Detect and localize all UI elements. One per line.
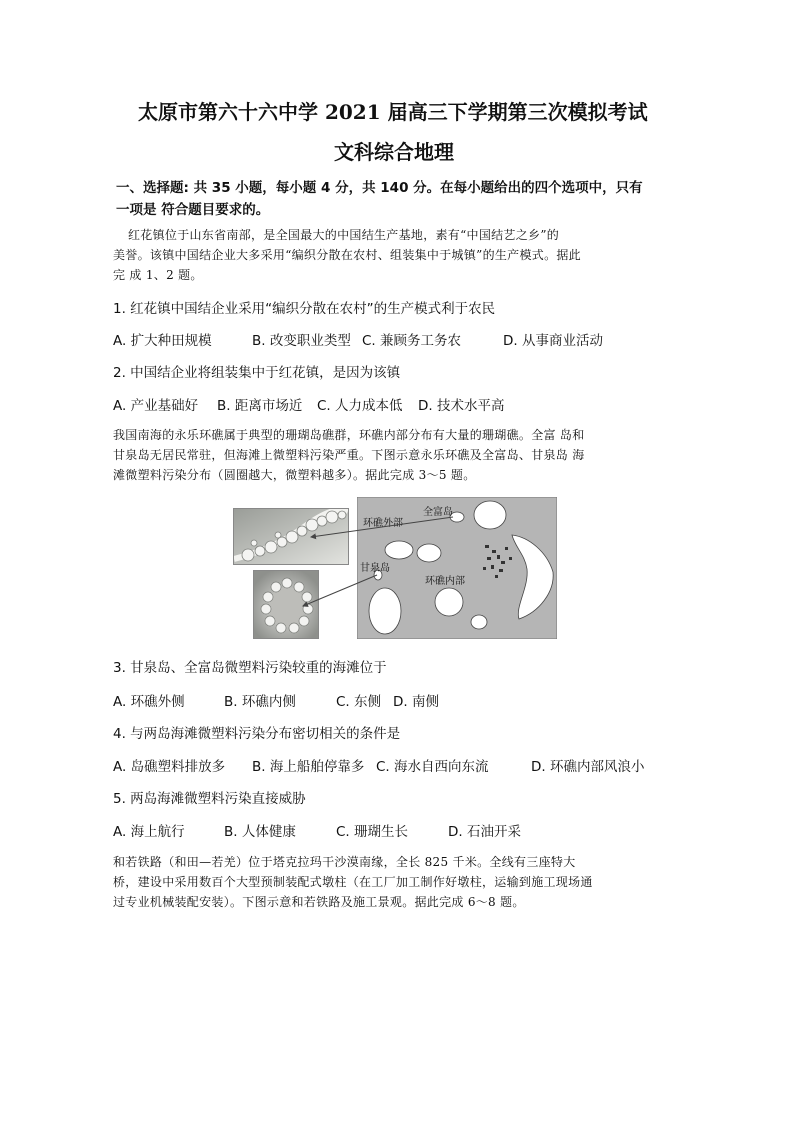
section-header-line1: 一、选择题: 共 35 小题，每小题 4 分，共 140 分。在每小题给出的四个选项中，只有 [116,180,643,196]
question-4-option-d: D. 环礁内部风浪小 [531,759,645,775]
map-label-inner-reef: 环礁内部 [425,576,465,587]
question-4-option-a: A. 岛礁塑料排放多 [113,759,226,775]
question-3-option-d: D. 南侧 [393,694,439,710]
question-3-option-c: C. 东侧 [336,694,382,710]
question-5-option-b: B. 人体健康 [224,824,296,840]
question-3-option-a: A. 环礁外侧 [113,694,185,710]
passage1-line1: 红花镇位于山东省南部，是全国最大的中国结生产基地，素有“中国结艺之乡”的 [128,228,560,242]
passage2-line3: 滩微塑料污染分布（圆圈越大，微塑料越多）。据此完成 3～5 题。 [113,468,476,482]
section-header-line2: 一项是 符合题目要求的。 [116,202,270,218]
question-4-stem: 4. 与两岛海滩微塑料污染分布密切相关的条件是 [113,726,401,742]
question-2-option-d: D. 技术水平高 [418,398,505,414]
question-2-option-b: B. 距离市场近 [217,398,303,414]
arrow-ganquan [303,575,377,606]
question-3-stem: 3. 甘泉岛、全富岛微塑料污染较重的海滩位于 [113,660,387,676]
passage2-line2: 甘泉岛无居民常驻，但海滩上微塑料污染严重。下图示意永乐环礁及全富岛、甘泉岛 海 [113,448,585,462]
question-2-option-c: C. 人力成本低 [317,398,403,414]
exam-title: 太原市第六十六中学 2021 届高三下学期第三次模拟考试 [138,100,648,124]
passage1-line2: 美誉。该镇中国结企业大多采用“编织分散在农村、组装集中于城镇”的生产模式。据此 [113,248,581,262]
question-1-option-b: B. 改变职业类型 [252,333,351,349]
question-2-stem: 2. 中国结企业将组装集中于红花镇，是因为该镇 [113,365,401,381]
question-4-option-b: B. 海上船舶停靠多 [252,759,365,775]
question-1-option-a: A. 扩大种田规模 [113,333,212,349]
passage3-line3: 过专业机械装配安装）。下图示意和若铁路及施工景观。据此完成 6～8 题。 [113,895,525,909]
passage1-line3: 完 成 1、2 题。 [113,268,203,282]
question-5-option-c: C. 珊瑚生长 [336,824,409,840]
passage3-line1: 和若铁路（和田—若羌）位于塔克拉玛干沙漠南缘，全长 825 千米。全线有三座特大 [113,855,576,869]
arrow-quanfu [311,517,453,537]
question-1-stem: 1. 红花镇中国结企业采用“编织分散在农村”的生产模式利于农民 [113,301,496,317]
passage2-line1: 我国南海的永乐环礁属于典型的珊瑚岛礁群，环礁内部分布有大量的珊瑚礁。全富 岛和 [113,428,585,442]
map-label-ganquan-island: 甘泉岛 [360,563,390,574]
question-5-stem: 5. 两岛海滩微塑料污染直接威胁 [113,791,306,807]
question-1-option-c: C. 兼顾务工务农 [362,333,462,349]
exam-subtitle: 文科综合地理 [334,140,454,164]
map-label-outer-reef: 环礁外部 [363,518,403,529]
question-3-option-b: B. 环礁内侧 [224,694,296,710]
question-4-option-c: C. 海水自西向东流 [376,759,489,775]
question-5-option-d: D. 石油开采 [448,824,521,840]
question-5-option-a: A. 海上航行 [113,824,185,840]
question-2-option-a: A. 产业基础好 [113,398,199,414]
question-1-option-d: D. 从事商业活动 [503,333,603,349]
passage3-line2: 桥，建设中采用数百个大型预制装配式墩柱（在工厂加工制作好墩柱，运输到施工现场通 [113,875,593,889]
map-label-quanfu-island: 全富岛 [423,507,453,518]
